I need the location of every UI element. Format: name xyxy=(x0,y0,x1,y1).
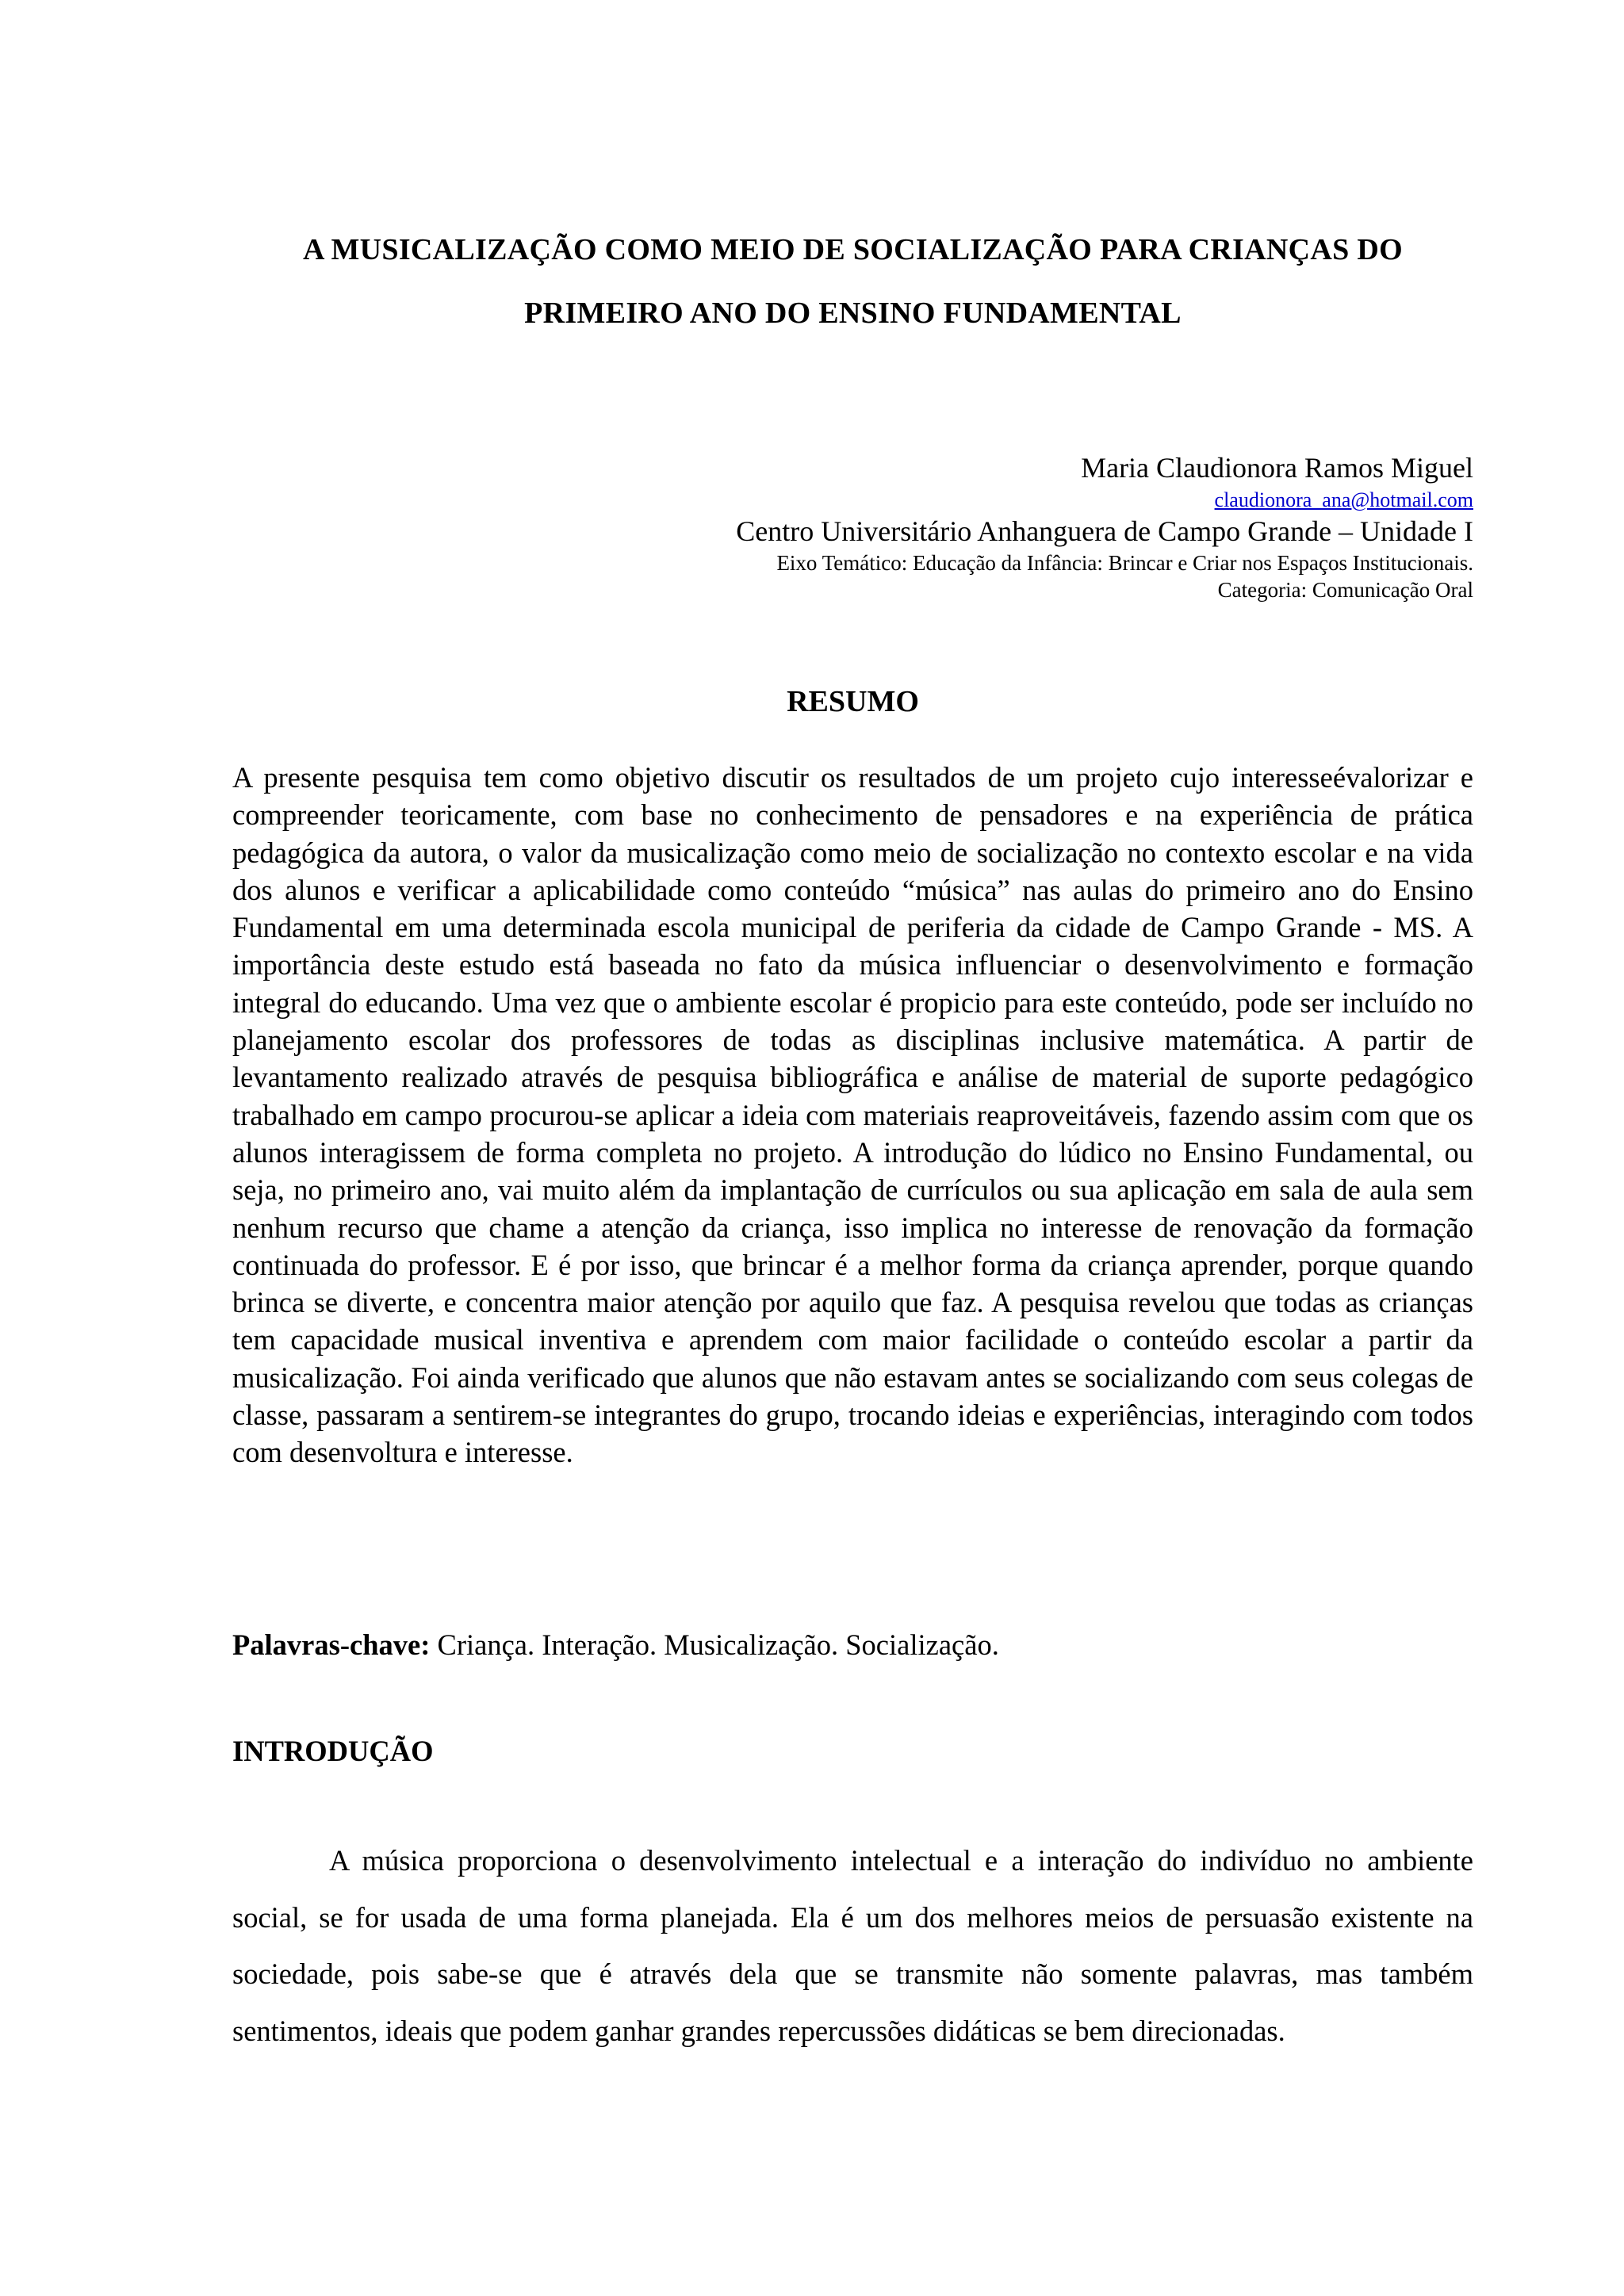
introduction-heading: INTRODUÇÃO xyxy=(232,1735,434,1767)
author-name: Maria Claudionora Ramos Miguel xyxy=(1081,452,1473,484)
abstract-text: A presente pesquisa tem como objetivo discutir os resultados de um projeto cujo interesseévalorizar e compreender teoricamente, com base no conhecimento de pensadores e na experiência de prática pedagógica da autora, o valor da musicalização como meio de socialização no contexto escolar e na vida dos alunos e verificar a aplicabilidade como conteúdo “música” nas aulas do primeiro ano do Ensino Fundamental em uma determinada escola municipal de periferia da cidade de Campo Grande - MS. A importância deste estudo está baseada no fato da música influenciar o desenvolvimento e formação integral do educando. Uma vez que o ambiente escolar é propicio para este conteúdo, pode ser incluído no planejamento escolar dos professores de todas as disciplinas inclusive matemática. A partir de levantamento realizado através de pesquisa bibliográfica e análise de material de suporte pedagógico trabalhado em campo procurou-se aplicar a ideia com materiais reaproveitáveis, fazendo assim com que os alunos interagissem de forma completa no projeto. A introdução do lúdico no Ensino Fundamental, ou seja, no primeiro ano, vai muito além da implantação de currículos ou sua aplicação em sala de aula sem nenhum recurso que chame a atenção da criança, isso implica no interesse de renovação da formação continuada do professor. E é por isso, que brincar é a melhor forma da criança aprender, porque quando brinca se diverte, e concentra maior atenção por aquilo que faz. A pesquisa revelou que todas as crianças tem capacidade musical inventiva e aprendem com maior facilidade o conteúdo escolar a partir da musicalização. Foi ainda verificado que alunos que não estavam antes se socializando com seus colegas de classe, passaram a sentirem-se integrantes do grupo, trocando ideias e experiências, interagindo com todos com desenvoltura e interesse. xyxy=(232,761,1473,1469)
introduction-paragraph: A música proporciona o desenvolvimento intelectual e a interação do indivíduo no ambiente social, se for usada de uma forma planejada. Ela é um dos melhores meios de persuasão existente na sociedade, pois sabe-se que é através dela que se transmite não somente palavras, mas também sentimentos, ideais que podem ganhar grandes repercussões didáticas se bem direcionadas. xyxy=(232,1844,1473,2047)
abstract-heading: RESUMO xyxy=(787,685,919,718)
paper-title xyxy=(232,218,1473,345)
paper-title-line-2: PRIMEIRO ANO DO ENSINO FUNDAMENTAL xyxy=(524,297,1182,330)
presentation-category: Categoria: Comunicação Oral xyxy=(1217,578,1473,602)
keywords-list: Criança. Interação. Musicalização. Socialização. xyxy=(430,1628,999,1661)
thematic-axis: Eixo Temático: Educação da Infância: Brincar e Criar nos Espaços Institucionais. xyxy=(776,551,1473,575)
author-block xyxy=(232,448,1473,603)
paper-title-line-1: A MUSICALIZAÇÃO COMO MEIO DE SOCIALIZAÇÃO PARA CRIANÇAS DO xyxy=(303,233,1403,266)
author-institution: Centro Universitário Anhanguera de Campo Grande – Unidade I xyxy=(736,515,1473,547)
keywords xyxy=(232,1625,1473,1665)
keywords-label: Palavras-chave: xyxy=(232,1628,431,1661)
author-email-link[interactable]: claudionora_ana@hotmail.com xyxy=(1214,488,1473,511)
